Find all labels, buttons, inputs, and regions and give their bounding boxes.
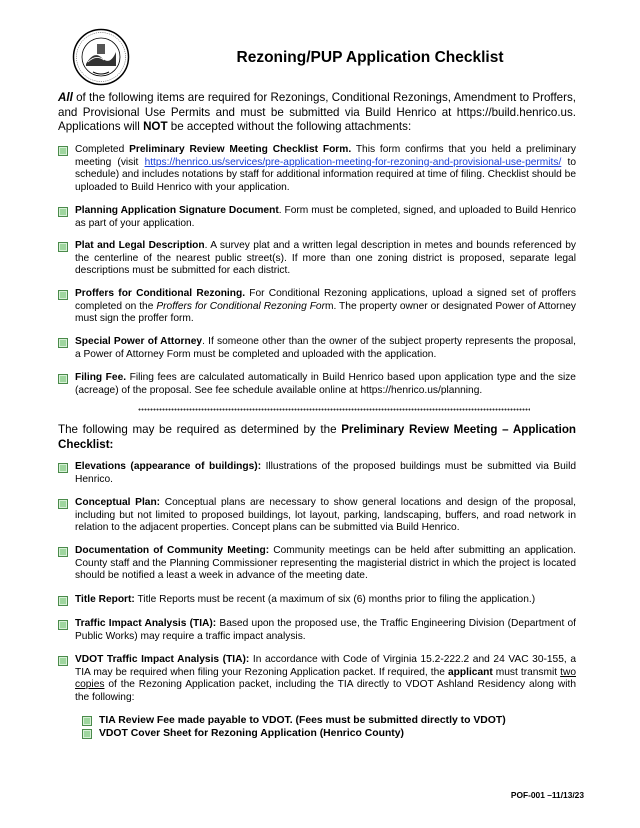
intro-paragraph: All of the following items are required for Rezonings, Conditional Rezonings, Amendment to Proffers, and Provisional Use Permits and must be submitted via Build Henrico at https://build.henrico.us. Applications will NOT be accepted without the following attachments: xyxy=(58,91,576,134)
checklist-item-signature-document: Planning Application Signature Document. Form must be completed, signed, and uploaded to Build Henrico as part of your application. xyxy=(58,205,576,230)
checkbox-icon[interactable] xyxy=(58,596,68,606)
checkbox-icon[interactable] xyxy=(58,242,68,252)
county-seal-logo xyxy=(72,28,130,86)
page-title: Rezoning/PUP Application Checklist xyxy=(236,49,504,66)
checkbox-icon[interactable] xyxy=(58,146,68,156)
checklist-item-plat-legal: Plat and Legal Description. A survey plat and a written legal description in metes and bounds referenced by the centerline of the nearest public street(s). If more than one zoning district is proposed, separate legal descriptions must be submitted for each district. xyxy=(58,240,576,278)
checkbox-icon[interactable] xyxy=(58,547,68,557)
checkbox-icon[interactable] xyxy=(58,463,68,473)
checkbox-icon[interactable] xyxy=(58,656,68,666)
sub-item-vdot-cover-sheet: VDOT Cover Sheet for Rezoning Application (Henrico County) xyxy=(82,727,404,740)
checkbox-icon[interactable] xyxy=(82,729,92,739)
checklist-item-conceptual-plan: Conceptual Plan: Conceptual plans are necessary to show general locations and design of the proposal, including but not limited to proposed buildings, lot layout, parking, landscaping, buffers, and road network in relation to the adjacent properties. Concept plans can be submitted via Build Henrico. xyxy=(58,497,576,535)
checklist-item-community-meeting: Documentation of Community Meeting: Community meetings can be held after submitting an application. County staff and the Planning Commissioner representing the magisterial district in which the project is located should be notified a least a week in advance of the meeting date. xyxy=(58,545,576,583)
checklist-item-elevations: Elevations (appearance of buildings): Illustrations of the proposed buildings must be submitted via Build Henrico. xyxy=(58,461,576,486)
checkbox-icon[interactable] xyxy=(58,207,68,217)
checkbox-icon[interactable] xyxy=(58,499,68,509)
form-id-footer: POF-001 –11/13/23 xyxy=(510,790,584,800)
dotted-divider xyxy=(138,408,530,411)
checklist-item-proffers: Proffers for Conditional Rezoning. For Conditional Rezoning applications, upload a signed set of proffers completed on the Proffers for Conditional Rezoning Form. The property owner or designated Power of Attorney must sign the proffer form. xyxy=(58,288,576,326)
checkbox-icon[interactable] xyxy=(58,620,68,630)
checkbox-icon[interactable] xyxy=(58,374,68,384)
checklist-item-vdot-tia: VDOT Traffic Impact Analysis (TIA): In accordance with Code of Virginia 15.2-222.2 and 24 VAC 30-155, a TIA may be required when filing your Rezoning Application packet. If required, the applicant must transmit two copies of the Rezoning Application packet, including the TIA directly to VDOT Ashland Residency along with the following: xyxy=(58,654,576,704)
pre-application-meeting-link[interactable]: https://henrico.us/services/pre-application-meeting-for-rezoning-and-provisional-use-permits/ xyxy=(144,156,562,168)
checklist-item-power-of-attorney: Special Power of Attorney. If someone other than the owner of the subject property represents the proposal, a Power of Attorney Form must be completed and uploaded with the application. xyxy=(58,336,576,361)
section-heading: The following may be required as determined by the Preliminary Review Meeting – Application Checklist: xyxy=(58,423,576,451)
checklist-item-filing-fee: Filing Fee. Filing fees are calculated automatically in Build Henrico based upon application type and the size (acreage) of the proposal. See fee schedule available online at https://henrico.us/planning. xyxy=(58,372,576,397)
checklist-item-traffic-impact: Traffic Impact Analysis (TIA): Based upon the proposed use, the Traffic Engineering Division (Department of Public Works) may require a traffic impact analysis. xyxy=(58,618,576,643)
checkbox-icon[interactable] xyxy=(58,338,68,348)
sub-item-tia-review-fee: TIA Review Fee made payable to VDOT. (Fees must be submitted directly to VDOT) xyxy=(82,714,506,727)
checkbox-icon[interactable] xyxy=(58,290,68,300)
checklist-item-preliminary-review: Completed Preliminary Review Meeting Checklist Form. This form confirms that you held a preliminary meeting (visit https://henrico.us/services/pre-application-meeting-for-rezoning-and-provisional-use-permits/ to schedule) and includes notations by staff for additional information required at time of filing. Checklist should be uploaded to Build Henrico with your application. xyxy=(58,144,576,194)
checklist-item-title-report: Title Report: Title Reports must be recent (a maximum of six (6) months prior to filing the application.) xyxy=(58,594,576,607)
checkbox-icon[interactable] xyxy=(82,716,92,726)
